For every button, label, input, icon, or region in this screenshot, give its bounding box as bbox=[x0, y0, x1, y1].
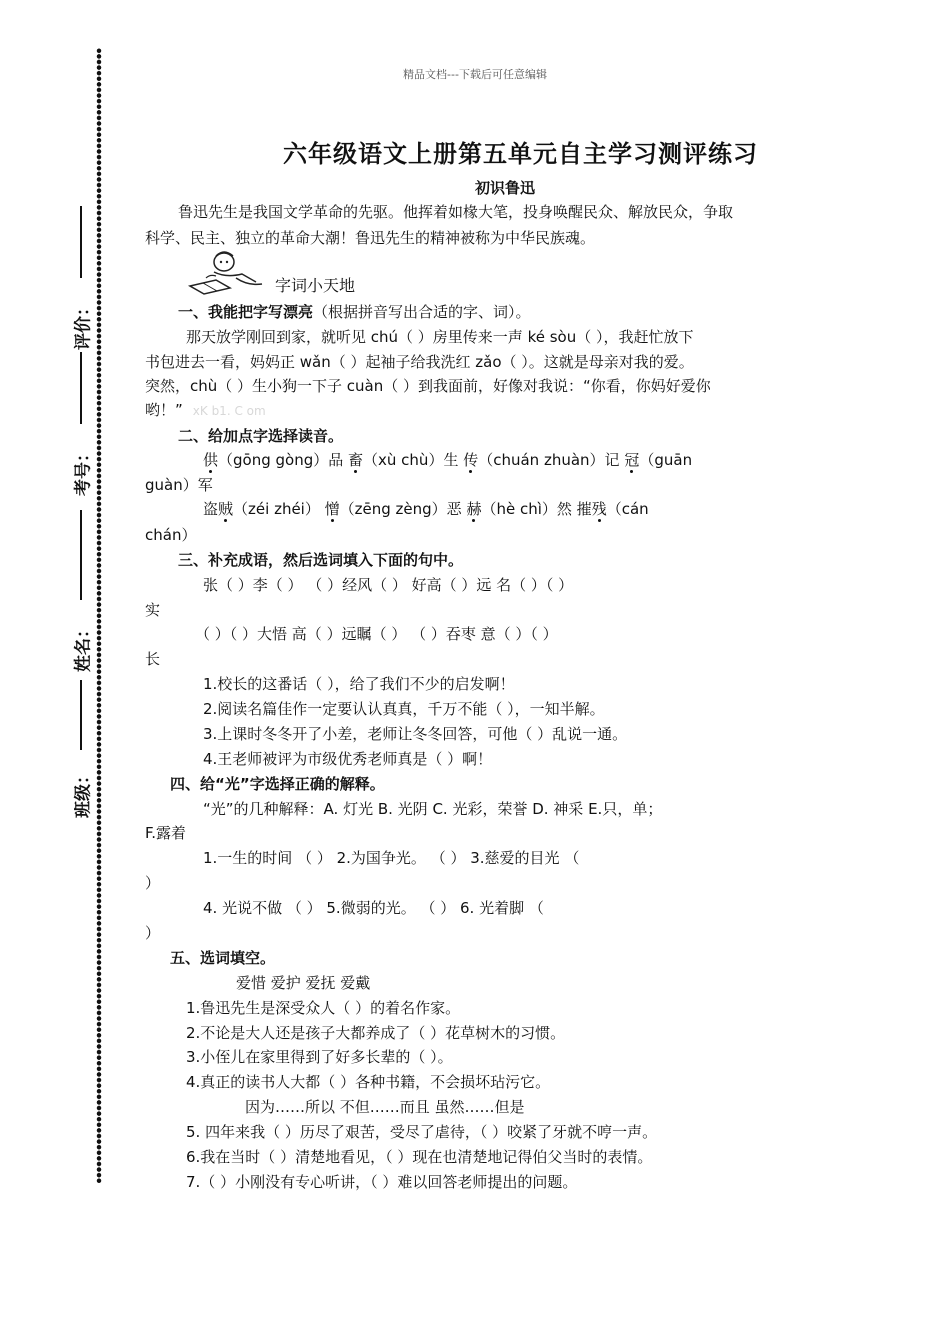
watermark-text: xK b1. C om bbox=[192, 404, 266, 418]
pinyin-options: （cán bbox=[606, 500, 649, 518]
name-label: 姓名： bbox=[73, 621, 94, 672]
reading-child-icon bbox=[186, 248, 266, 298]
pinyin-options: （zēng zèng）恶 bbox=[339, 500, 467, 518]
exam-no-label: 考号： bbox=[73, 445, 94, 496]
q3-idiom-row-2: （ ）（ ）大悟 高（ ）远瞩（ ） （ ）吞枣 意（ ）（ ） bbox=[195, 625, 558, 643]
q4-title: 四、给“光”字选择正确的解释。 bbox=[170, 775, 385, 793]
pinyin-options: （guān bbox=[639, 451, 693, 469]
pinyin-options: （chuán zhuàn）记 bbox=[478, 451, 625, 469]
q1-line-4 bbox=[145, 400, 266, 421]
q3-sentence-1: 1.校长的这番话（ ），给了我们不少的启发啊！ bbox=[203, 675, 515, 693]
dotted-char: 冠 bbox=[624, 451, 640, 469]
q1-line-3: 突然，chù（ ）生小狗一下子 cuàn（ ）到我面前，好像对我说：“你看，你妈好爱你 bbox=[145, 377, 711, 395]
q5-sentence-2: 2.不论是大人还是孩子大都养成了（ ）花草树木的习惯。 bbox=[186, 1024, 566, 1042]
q1-line-2: 书包进去一看，妈妈正 wǎn（ ）起袖子给我洗红 zǎo（ ）。这就是母亲对我的爱。 bbox=[145, 353, 694, 371]
q4-items-row-1-wrap: ） bbox=[145, 874, 161, 892]
q2-title: 二、给加点字选择读音。 bbox=[178, 427, 344, 445]
q2-row-2-wrap: chán） bbox=[145, 526, 197, 544]
class-label: 班级： bbox=[73, 767, 94, 818]
subtitle: 初识鲁迅 bbox=[475, 179, 536, 197]
plain-char: 盗 bbox=[203, 500, 219, 518]
q3-sentence-3: 3.上课时冬冬开了小差，老师让冬冬回答，可他（ ）乱说一通。 bbox=[203, 725, 628, 743]
q5-word-bank: 爱惜 爱护 爱抚 爱戴 bbox=[236, 974, 371, 992]
q5-sentence-4: 4.真正的读书人大都（ ）各种书籍，不会损坏玷污它。 bbox=[186, 1073, 551, 1091]
pinyin-options: （gōng gòng）品 bbox=[218, 451, 349, 469]
q5-conjunction-bank: 因为……所以 不但……而且 虽然……但是 bbox=[245, 1098, 525, 1116]
q1-line-1: 那天放学刚回到家，就听见 chú（ ）房里传来一声 ké sòu（ ），我赶忙放下 bbox=[186, 328, 694, 346]
plain-char: 摧 bbox=[576, 500, 592, 518]
dotted-char: 贼 bbox=[218, 500, 234, 518]
q1-line-4-text: 哟！” bbox=[145, 401, 183, 419]
q3-sentence-4: 4.王老师被评为市级优秀老师真是（ ）啊！ bbox=[203, 750, 493, 768]
q1-heading bbox=[178, 302, 531, 322]
q4-items-row-2: 4. 光说不做 （ ） 5.微弱的光。 （ ） 6. 光着脚 （ bbox=[203, 899, 544, 917]
q1-note: （根据拼音写出合适的字、词）。 bbox=[313, 303, 531, 321]
section-word-heading: 字词小天地 bbox=[275, 276, 356, 295]
q4-definitions-wrap: F.露着 bbox=[145, 824, 186, 842]
dotted-char: 传 bbox=[463, 451, 479, 469]
q5-sentence-6: 6.我在当时（ ）清楚地看见，（ ）现在也清楚地记得伯父当时的表情。 bbox=[186, 1148, 653, 1166]
q3-sentence-2: 2.阅读名篇佳作一定要认认真真，千万不能（ ），一知半解。 bbox=[203, 700, 605, 718]
q4-items-row-2-wrap: ） bbox=[145, 924, 161, 942]
q5-title: 五、选词填空。 bbox=[170, 949, 276, 967]
dotted-char: 残 bbox=[591, 500, 607, 518]
pinyin-options: （hè chì）然 bbox=[481, 500, 577, 518]
q2-row-1-wrap: guàn）军 bbox=[145, 476, 213, 494]
dotted-char: 憎 bbox=[324, 500, 340, 518]
binding-dotted-line bbox=[96, 48, 102, 1183]
score-label: 评价： bbox=[73, 299, 94, 350]
q5-sentence-1: 1.鲁迅先生是深受众人（ ）的着名作家。 bbox=[186, 999, 461, 1017]
q5-sentence-5: 5. 四年来我（ ）历尽了艰苦，受尽了虐待，（ ）咬紧了牙就不哼一声。 bbox=[186, 1123, 658, 1141]
intro-line-1: 鲁迅先生是我国文学革命的先驱。他挥着如椽大笔，投身唤醒民众、解放民众，争取 bbox=[178, 203, 734, 221]
page-title: 六年级语文上册第五单元自主学习测评练习 bbox=[283, 140, 758, 168]
pinyin-options: （xù chù）生 bbox=[363, 451, 464, 469]
q3-idiom-row-2-wrap: 长 bbox=[145, 650, 161, 668]
header-note: 精品文档---下载后可任意编辑 bbox=[403, 68, 547, 81]
q3-title: 三、补充成语，然后选词填入下面的句中。 bbox=[178, 551, 464, 569]
q3-idiom-row-1-wrap: 实 bbox=[145, 601, 161, 619]
q3-idiom-row-1: 张（ ）李（ ） （ ）经风（ ） 好高（ ）远 名（ ）（ ） bbox=[203, 576, 574, 594]
q4-definitions: “光”的几种解释：A. 灯光 B. 光阴 C. 光彩，荣誉 D. 神采 E.只，单； bbox=[203, 800, 663, 818]
pinyin-options: （zéi zhéi） bbox=[233, 500, 325, 518]
q2-row-2 bbox=[203, 499, 649, 519]
intro-line-2: 科学、民主、独立的革命大潮！鲁迅先生的精神被称为中华民族魂。 bbox=[145, 229, 596, 247]
q4-items-row-1: 1.一生的时间 （ ） 2.为国争光。 （ ） 3.慈爱的目光 （ bbox=[203, 849, 580, 867]
dotted-char: 供 bbox=[203, 451, 219, 469]
q1-title: 一、我能把字写漂亮 bbox=[178, 303, 314, 321]
dotted-char: 畜 bbox=[348, 451, 364, 469]
q2-row-1 bbox=[203, 450, 692, 470]
q5-sentence-3: 3.小侄儿在家里得到了好多长辈的（ ）。 bbox=[186, 1048, 453, 1066]
q5-sentence-7: 7.（ ）小刚没有专心听讲，（ ）难以回答老师提出的问题。 bbox=[186, 1173, 578, 1191]
dotted-char: 赫 bbox=[466, 500, 482, 518]
